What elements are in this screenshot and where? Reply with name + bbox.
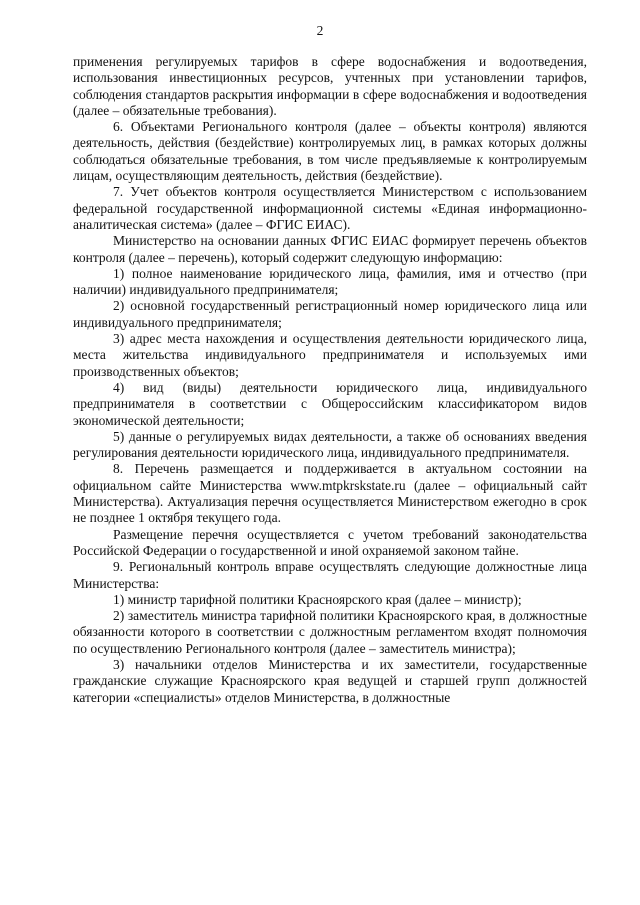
list-item-4: 4) вид (виды) деятельности юридического лица, индивидуального предпринимателя в соответствии с Общероссийским классификатором видов экономической деятельности; [73,379,587,428]
official-item-1: 1) министр тарифной политики Красноярского края (далее – министр); [113,591,522,607]
paragraph-item-8: 8. Перечень размещается и поддерживается в актуальном состоянии на официальном сайте Министерства www.mtpkrskstate.ru (далее – официальный сайт Министерства). Актуализация перечня осуществляется Министерством ежегодно в срок не позднее 1 октября текущего года. [73,461,587,526]
list-item-2: 2) основной государственный регистрационный номер юридического лица или индивидуального предпринимателя; [73,298,587,330]
official-item-2: 2) заместитель министра тарифной политики Красноярского края, в должностные обязанности которого в соответствии с должностным регламентом входят полномочия по осуществлению Регионального контроля (далее – заместитель министра); [73,608,587,656]
paragraph-placement: Размещение перечня осуществляется с учетом требований законодательства Российской Федерации о государственной и иной охраняемой законом тайне. [73,526,587,558]
official-item-3: 3) начальники отделов Министерства и их заместители, государственные гражданские служащие Красноярского края ведущей и старшей групп должностей категории «специалисты» отделов Министерства, в должностные [73,656,587,705]
paragraph-continuation: применения регулируемых тарифов в сфере водоснабжения и водоотведения, использования инвестиционных ресурсов, учтенных при установлении тарифов, соблюдения стандартов раскрытия информации в сфере водоснабжения и водоотведения (далее – обязательные требования). [73,54,587,118]
list-item-1: 1) полное наименование юридического лица, фамилия, имя и отчество (при наличии) индивидуального предпринимателя; [73,265,587,298]
paragraph-item-6: 6. Объектами Регионального контроля (далее – объекты контроля) являются деятельность, действия (бездействие) контролируемых лиц, в рамках которых должны соблюдаться обязательные требования, в том числе предъявляемые к контролируемым лицам, осуществляющим деятельность, действия (бездействие). [73,119,587,184]
list-item-5: 5) данные о регулируемых видах деятельности, а также об основаниях введения регулирования деятельности юридического лица, индивидуального предпринимателя. [73,428,587,461]
paragraph-list-intro: Министерство на основании данных ФГИС ЕИАС формирует перечень объектов контроля (далее – перечень), который содержит следующую информацию: [73,233,587,265]
paragraph-item-7: 7. Учет объектов контроля осуществляется Министерством с использованием федеральной государственной информационной системы «Единая информационно-аналитическая система» (далее – ФГИС ЕИАС). [73,184,587,232]
paragraph-item-9: 9. Региональный контроль вправе осуществлять следующие должностные лица Министерства: [73,559,587,591]
page-number: 2 [316,23,324,38]
document-body [73,54,587,706]
list-item-3: 3) адрес места нахождения и осуществления деятельности юридического лица, места жительства индивидуального предпринимателя и используемых ими производственных объектов; [73,331,587,379]
